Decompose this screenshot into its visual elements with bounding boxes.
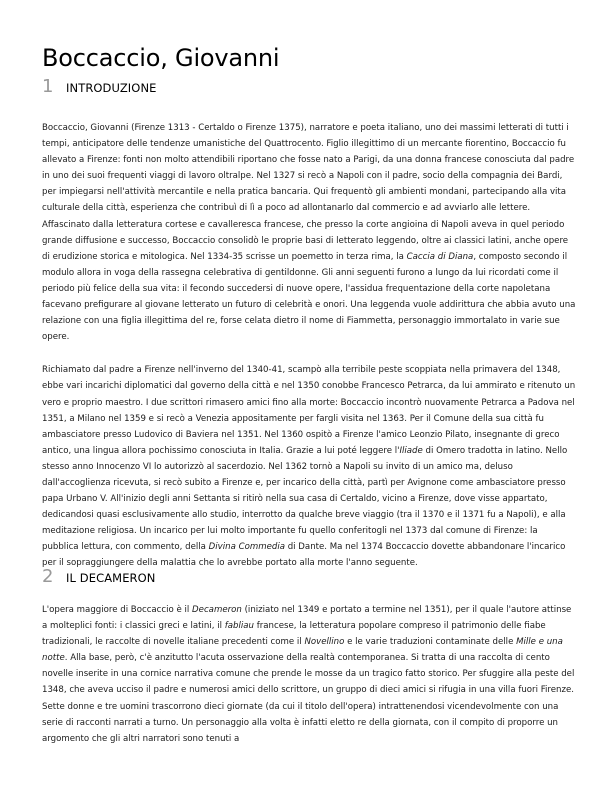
section-title: INTRODUZIONE [66,81,157,95]
italic-run: Iliade [399,445,423,456]
italic-run: Mille e una notte [42,637,563,664]
text-run: francese, la letteratura popolare compreso il patrimonio delle fiabe tradizionali, le raccolte di novelle italiane precedenti come il [42,621,546,648]
section-heading-decameron [42,566,156,587]
italic-run: Divina Commedia [208,542,285,553]
italic-run: Novellino [304,637,345,648]
text-run: Richiamato dal padre a Firenze nell'inverno del 1340-41, scampò alla terribile peste scoppiata nella primavera del 1348, ebbe vari incarichi diplomatici dal governo della città e nel 1350 conobbe Francesco Petrarca, da lui ammirato e ritenuto un vero e proprio maestro. I due scrittori rimasero amici fino alla morte: Boccaccio incontrò nuovamente Petrarca a Padova nel 1351, a Milano nel 1359 e si recò a Venezia appositamente per fargli visita nel 1363. Per il Comune della sua città fu ambasciatore presso Ludovico di Baviera nel 1351. Nel 1360 ospitò a Firenze l'amico Leonzio Pilato, insegnante di greco antico, una lingua allora pochissimo conosciuta in Italia. Grazie a lui poté leggere l' [42,365,576,456]
text-run: L'opera maggiore di Boccaccio è il [42,605,193,615]
section-number: 2 [42,566,54,587]
section-heading-introduzione [42,76,157,97]
section-number: 1 [42,76,54,97]
italic-run: Decameron [192,605,242,615]
text-run: di Omero tradotta in latino. Nello stesso anno Innocenzo VI lo autorizzò al sacerdozio. Nel 1362 tornò a Napoli su invito di un amico ma, deluso dall'accoglienza ricevuta, si recò subito a Firenze e, per incarico della città, partì per Avignone come ambasciatore presso papa Urbano V. All'inizio degli anni Settanta si ritirò nella sua casa di Certaldo, vicino a Firenze, dove visse appartato, dedicandosi quasi esclusivamente allo studio, interrotto da qualche breve viaggio (tra il 1370 e il 1371 fu a Napoli), e alla meditazione religiosa. Un incarico per lui molto importante fu quello conferitogli nel 1373 dal comune di Firenze: la pubblica lettura, con commento, della [42,445,568,553]
text-run: e le varie traduzioni contaminate delle [344,637,517,648]
paragraph [42,362,576,571]
paragraph [42,120,576,345]
italic-run: Caccia di Diana [406,251,474,262]
text-run: , composto secondo il modulo allora in voga della rassegna celebrativa di gentildonne. Gli anni seguenti furono a lungo da lui ricordati come il periodo più felice della sua vita: il fecondo succedersi di nuove opere, l'assidua frequentazione della corte napoletana facevano prefigurare al giovane letterato un futuro di celebrità e onori. Una leggenda vuole addirittura che abbia avuto una relazione con una figlia illegittima del re, forse celata dietro il nome di Fiammetta, personaggio immortalato in varie sue opere. [42,251,576,343]
text-run: (iniziato nel 1349 e portato a termine nel 1351), per il quale l'autore attinse a molteplici fonti: i classici greci e latini, il [42,605,572,632]
section-body-decameron [42,602,576,747]
page-title: Boccaccio, Giovanni [42,44,280,72]
text-run: di Dante. Ma nel 1374 Boccaccio dovette abbandonare l'incarico per il sopraggiungere della malattia che lo avrebbe portato alla morte l'anno seguente. [42,542,566,569]
text-run: Boccaccio, Giovanni (Firenze 1313 - Certaldo o Firenze 1375), narratore e poeta italiano, uno dei massimi letterati di tutti i tempi, anticipatore delle tendenze umanistiche del Quattrocento. Figlio illegittimo di un mercante fiorentino, Boccaccio fu allevato a Firenze: fonti non molto attendibili riportano che fosse nato a Parigi, da una donna francese conosciuta dal padre in uno dei suoi frequenti viaggi di lavoro oltralpe. Nel 1327 si recò a Napoli con il padre, socio della compagnia dei Bardi, per impiegarsi nell'attività mercantile e nella pratica bancaria. Qui frequentò gli ambienti mondani, partecipando alla vita culturale della città, esperienza che contribuì di lì a poco ad allontanarlo dal commercio e ad avviarlo alle lettere. Affascinato dalla letteratura cortese e cavalleresca francese, che presso la corte angioina di Napoli aveva in quel periodo grande diffusione e successo, Boccaccio consolidò le proprie basi di letterato leggendo, oltre ai classici latini, anche opere di erudizione storica e mitologica. Nel 1334-35 scrisse un poemetto in terza rima, la [42,123,575,262]
section-body-introduzione [42,120,576,572]
italic-run: fabliau [224,621,254,632]
section-title: IL DECAMERON [66,571,156,585]
paragraph [42,602,576,747]
text-run: . Alla base, però, c'è anzitutto l'acuta osservazione della realtà contemporanea. Si tratta di una raccolta di cento novelle inserite in una cornice narrativa comune che prende le mosse da un tragico fatto storico. Per sfuggire alla peste del 1348, che aveva ucciso il padre e numerosi amici dello scrittore, un gruppo di dieci amici si rifugia in una villa fuori Firenze. Sette donne e tre uomini trascorrono dieci giornate (da cui il titolo dell'opera) intrattenendosi vicendevolmente con una serie di racconti narrati a turno. Un personaggio alla volta è infatti eletto re della giornata, con il compito di proporre un argomento che gli altri narratori sono tenuti a [42,653,575,744]
